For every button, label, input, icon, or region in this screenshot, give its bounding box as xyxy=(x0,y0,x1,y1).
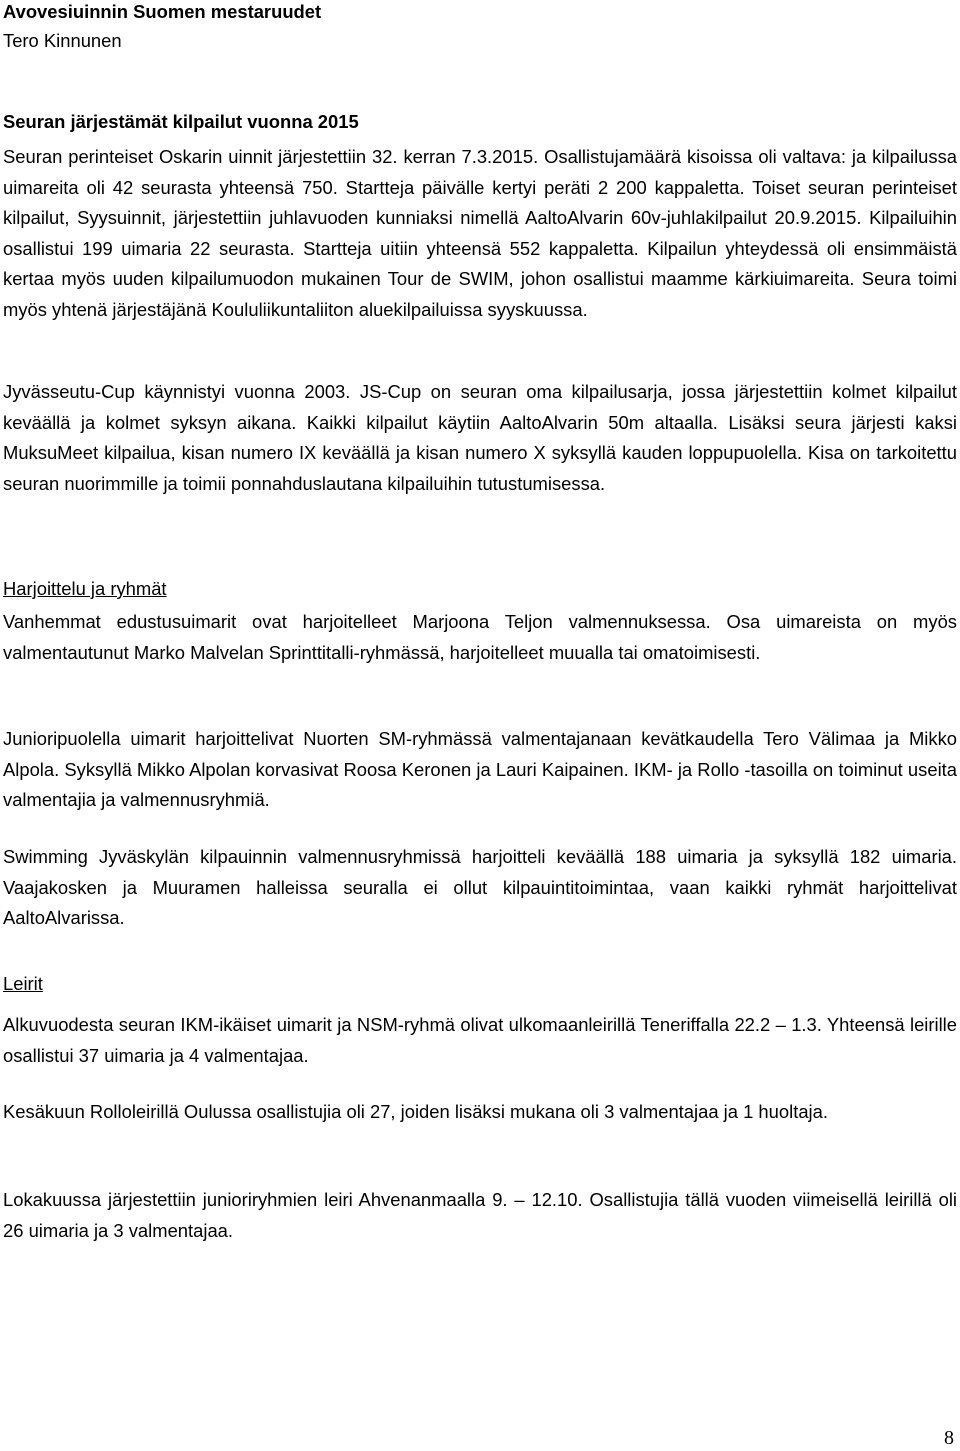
section-heading-competitions: Seuran järjestämät kilpailut vuonna 2015 xyxy=(3,111,359,132)
paragraph-camps-2: Kesäkuun Rolloleirillä Oulussa osallistujia oli 27, joiden lisäksi mukana oli 3 valmentajaa ja 1 huoltaja. xyxy=(3,1101,828,1122)
paragraph-competitions-1 xyxy=(3,142,957,325)
paragraph-competitions-1a: Seuran perinteiset Oskarin uinnit järjestettiin 32. kerran 7.3.2015. Osallistujamäärä kisoissa oli valtava: ja kilpailussa uimareita oli 42 seurasta yhteensä 750. Startteja päivälle kertyi peräti 2 200 kappaletta. xyxy=(3,146,957,198)
paragraph-competitions-1b: Toiset seuran perinteiset kilpailut, Syysuinnit, järjestettiin juhlavuoden kunniaksi nimellä AaltoAlvarin 60v-juhlakilpailut 20.9.2015. Kilpailuihin osallistui 199 uimaria 22 seurasta. Startteja uitiin yhteensä 552 kappaletta. Kilpailun yhteydessä oli ensimmäistä kertaa myös uuden kilpailumuodon mukainen Tour de SWIM, johon osallistui maamme kärkiuimareita. Seura toimi myös yhtenä järjestäjänä Koululiikuntaliiton aluekilpailuissa syyskuussa. xyxy=(3,176,957,320)
paragraph-camps-3: Lokakuussa järjestettiin junioriryhmien leiri Ahvenanmaalla 9. – 12.10. Osallistujia tällä vuoden viimeisellä leirillä oli 26 uimaria ja 3 valmentajaa. xyxy=(3,1189,957,1241)
section-heading-training: Harjoittelu ja ryhmät xyxy=(3,578,167,599)
paragraph-training-2: Junioripuolella uimarit harjoittelivat Nuorten SM-ryhmässä valmentajanaan kevätkaudella Tero Välimaa ja Mikko Alpola. Syksyllä Mikko Alpolan korvasivat Roosa Keronen ja Lauri Kaipainen. IKM- ja Rollo -tasoilla on toiminut useita valmentajia ja valmennusryhmiä. xyxy=(3,728,957,810)
paragraph-competitions-2: Jyvässeutu-Cup käynnistyi vuonna 2003. JS-Cup on seuran oma kilpailusarja, jossa järjestettiin kolmet kilpailut keväällä ja kolmet syksyn aikana. Kaikki kilpailut käytiin AaltoAlvarin 50m altaalla. Lisäksi seura järjesti kaksi MuksuMeet kilpailua, kisan numero IX keväällä ja kisan numero X syksyllä kauden loppupuolella. Kisa on tarkoitettu seuran nuorimmille ja toimii ponnahduslautana kilpailuihin tutustumisessa. xyxy=(3,381,957,494)
document-title: Avovesiuinnin Suomen mestaruudet xyxy=(3,1,322,22)
paragraph-camps-1: Alkuvuodesta seuran IKM-ikäiset uimarit ja NSM-ryhmä olivat ulkomaanleirillä Teneriffalla 22.2 – 1.3. Yhteensä leirille osallistui 37 uimaria ja 4 valmentajaa. xyxy=(3,1014,957,1066)
paragraph-training-3: Swimming Jyväskylän kilpauinnin valmennusryhmissä harjoitteli keväällä 188 uimaria ja syksyllä 182 uimaria. Vaajakosken ja Muuramen halleissa seuralla ei ollut kilpauintitoimintaa, vaan kaikki ryhmät harjoittelivat AaltoAlvarissa. xyxy=(3,846,957,928)
paragraph-training-1: Vanhemmat edustusuimarit ovat harjoitelleet Marjoona Teljon valmennuksessa. Osa uimareista on myös valmentautunut Marko Malvelan Sprinttitalli-ryhmässä, harjoitelleet muualla tai omatoimisesti. xyxy=(3,611,957,663)
page-number: 8 xyxy=(944,1427,954,1449)
author-name: Tero Kinnunen xyxy=(3,30,122,51)
section-heading-camps: Leirit xyxy=(3,973,43,994)
